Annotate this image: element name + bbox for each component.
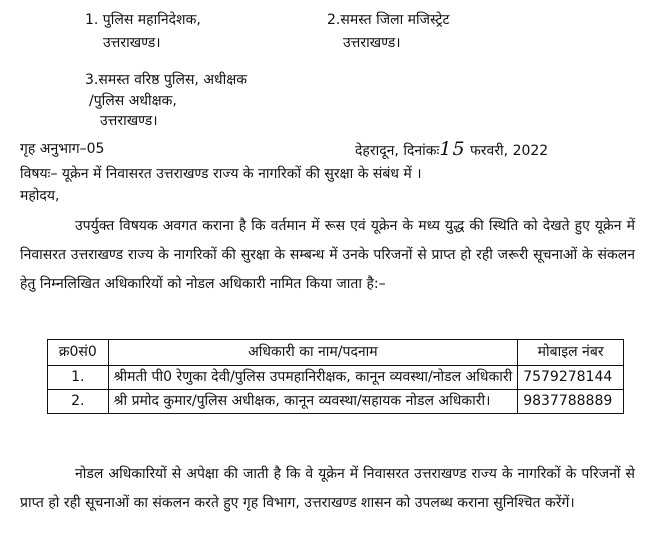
addressee-3-line1: 3.समस्त वरिष्ठ पुलिस, अधीक्षक [85, 72, 248, 88]
date-month-year: फरवरी, 2022 [470, 143, 549, 159]
addressee-2-line1: 2.समस्त जिला मजिस्ट्रेट [327, 12, 450, 28]
table-header-row [48, 340, 624, 366]
cell-mobile: 7579278144 [518, 366, 624, 390]
table-row [48, 366, 624, 390]
column-header-name: अधिकारी का नाम/पदनाम [108, 340, 518, 366]
cell-officer-name: श्रीमती पी0 रेणुका देवी/पुलिस उपमहानिरीक्षक, कानून व्यवस्था/नोडल अधिकारी [108, 366, 518, 390]
addressee-3-line2: /पुलिस अधीक्षक, [89, 93, 177, 109]
date-prefix: देहरादून, दिनांकः [355, 143, 440, 159]
place-date [355, 138, 548, 160]
table-row [48, 390, 624, 414]
salutation: महोदय, [20, 188, 60, 204]
nodal-officers-table [47, 339, 624, 414]
addressee-1-line1: 1. पुलिस महानिदेशक, [85, 12, 201, 28]
addressee-2-line2: उत्तराखण्ड। [343, 35, 401, 51]
subject-line: विषयः– यूक्रेन में निवासरत उत्तराखण्ड राज्य के नागरिकों की सुरक्षा के संबंध में । [20, 166, 422, 182]
column-header-sno: क्र0सं0 [48, 340, 109, 366]
body-paragraph-2: नोडल अधिकारियों से अपेक्षा की जाती है कि वे यूक्रेन में निवासरत उत्तराखण्ड राज्य के नागरिकों के परिजनों से प्राप्त हो रही सूचनाओं का संकलन करते हुए गृह विभाग, उत्तराखण्ड शासन को उपलब्ध कराना सुनिश्चित करेंगें। [20, 466, 635, 511]
column-header-mobile: मोबाइल नंबर [518, 340, 624, 366]
cell-mobile: 9837788889 [518, 390, 624, 414]
addressee-3-line3: उत्तराखण्ड। [100, 113, 158, 129]
handwritten-day: 15 [439, 138, 466, 160]
addressee-1-line2: उत्तराखण्ड। [103, 35, 161, 51]
section-number: गृह अनुभाग–05 [20, 141, 105, 157]
cell-sno: 1. [48, 366, 109, 390]
cell-sno: 2. [48, 390, 109, 414]
body-paragraph-1: उपर्युक्त विषयक अवगत कराना है कि वर्तमान में रूस एवं यूक्रेन के मध्य युद्ध की स्थिति को देखते हुए यूक्रेन में निवासरत उत्तराखण्ड राज्य के नागरिकों की सुरक्षा के सम्बन्ध में उनके परिजनों से प्राप्त हो रही जरूरी सूचनाओं के संकलन हेतु निम्नलिखित अधिकारियों को नोडल अधिकारी नामित किया जाता है:– [20, 218, 635, 292]
cell-officer-name: श्री प्रमोद कुमार/पुलिस अधीक्षक, कानून व्यवस्था/सहायक नोडल अधिकारी। [108, 390, 518, 414]
